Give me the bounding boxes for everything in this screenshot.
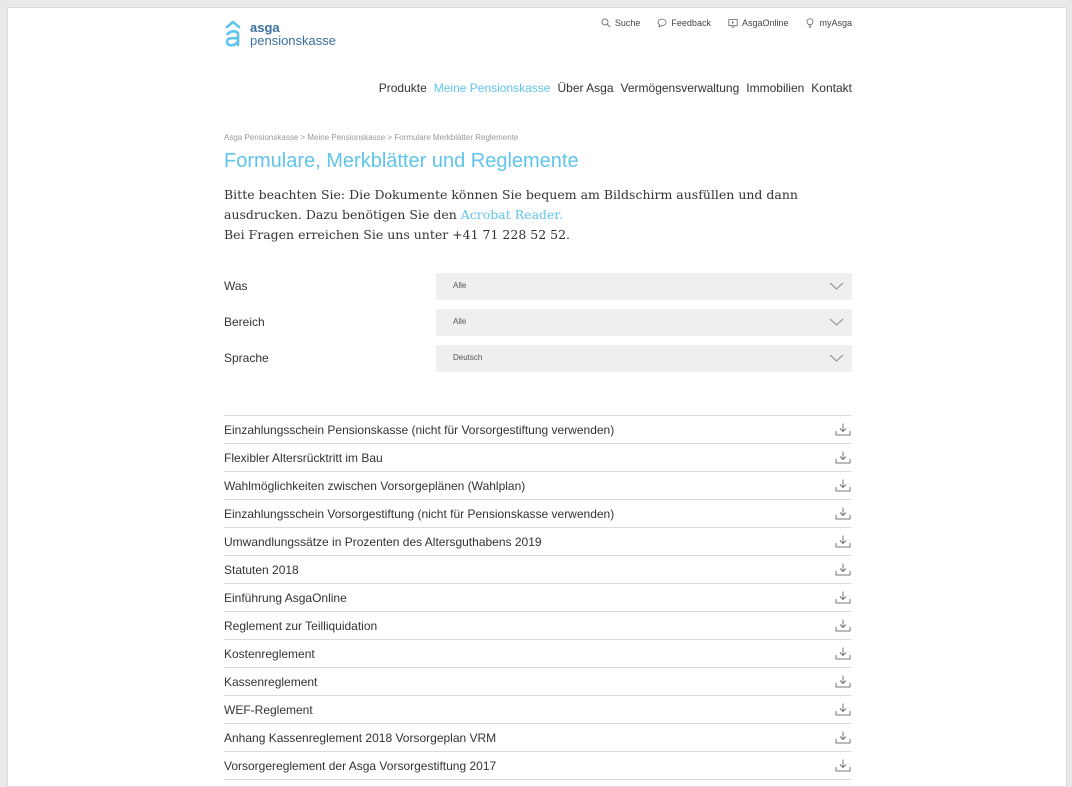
nav-produkte[interactable]: Produkte bbox=[378, 81, 427, 95]
intro-text bbox=[224, 185, 852, 245]
util-search[interactable] bbox=[601, 18, 641, 28]
document-row[interactable] bbox=[224, 752, 851, 780]
download-icon[interactable] bbox=[835, 647, 851, 660]
sprache-select[interactable] bbox=[436, 345, 852, 372]
download-icon[interactable] bbox=[835, 563, 851, 576]
download-icon[interactable] bbox=[835, 759, 851, 772]
util-search-label: Suche bbox=[614, 18, 641, 28]
chevron-down-icon bbox=[829, 317, 844, 327]
document-title: Umwandlungssätze in Prozenten des Altersguthabens 2019 bbox=[224, 535, 542, 549]
filter-sprache bbox=[224, 345, 852, 372]
document-row[interactable] bbox=[224, 472, 851, 500]
bereich-select[interactable] bbox=[436, 309, 852, 336]
download-icon[interactable] bbox=[835, 535, 851, 548]
document-row[interactable] bbox=[224, 612, 851, 640]
util-asgaonline-label: AsgaOnline bbox=[741, 18, 789, 28]
chevron-down-icon bbox=[829, 353, 844, 363]
document-row[interactable] bbox=[224, 584, 851, 612]
download-icon[interactable] bbox=[835, 423, 851, 436]
nav-vermoegensverwaltung[interactable]: Vermögensverwaltung bbox=[620, 81, 740, 95]
breadcrumb[interactable]: Asga Pensionskasse > Meine Pensionskasse > Formulare Merkblätter Reglemente bbox=[224, 133, 519, 142]
document-list bbox=[224, 415, 851, 780]
select-value: Alle bbox=[453, 281, 467, 290]
page-title: Formulare, Merkblätter und Reglemente bbox=[224, 150, 579, 172]
document-row[interactable] bbox=[224, 724, 851, 752]
util-myasga-label: myAsga bbox=[819, 18, 852, 28]
util-asgaonline[interactable] bbox=[728, 18, 789, 28]
document-title: Kassenreglement bbox=[224, 675, 318, 689]
acrobat-reader-link[interactable]: Acrobat Reader. bbox=[460, 207, 563, 222]
document-row[interactable] bbox=[224, 416, 851, 444]
document-title: Kostenreglement bbox=[224, 647, 315, 661]
asga-logo-mark-icon bbox=[224, 19, 242, 47]
document-row[interactable] bbox=[224, 696, 851, 724]
page-frame bbox=[7, 7, 1067, 787]
document-row[interactable] bbox=[224, 500, 851, 528]
document-title: Statuten 2018 bbox=[224, 563, 299, 577]
document-row[interactable] bbox=[224, 668, 851, 696]
nav-meine-pensionskasse[interactable]: Meine Pensionskasse bbox=[433, 81, 551, 95]
logo-subtitle: pensionskasse bbox=[250, 33, 336, 48]
intro-line-1: Bitte beachten Sie: Die Dokumente können Sie bequem am Bildschirm ausfüllen und dann ausdrucken. Dazu benötigen Sie den bbox=[224, 187, 798, 222]
document-title: Reglement zur Teilliquidation bbox=[224, 619, 378, 633]
asga-logo[interactable] bbox=[224, 19, 336, 47]
filter-label: Sprache bbox=[224, 351, 269, 365]
document-row[interactable] bbox=[224, 444, 851, 472]
document-title: Wahlmöglichkeiten zwischen Vorsorgeplänen (Wahlplan) bbox=[224, 479, 526, 493]
download-icon[interactable] bbox=[835, 591, 851, 604]
document-title: WEF-Reglement bbox=[224, 703, 313, 717]
nav-kontakt[interactable]: Kontakt bbox=[811, 81, 852, 95]
util-myasga[interactable] bbox=[805, 18, 852, 28]
intro-line-2: Bei Fragen erreichen Sie uns unter +41 71 228 52 52. bbox=[224, 227, 571, 242]
search-icon bbox=[601, 18, 611, 28]
download-icon[interactable] bbox=[835, 703, 851, 716]
monitor-icon bbox=[728, 18, 738, 28]
logo-name: asga bbox=[250, 20, 280, 35]
download-icon[interactable] bbox=[835, 619, 851, 632]
util-feedback-label: Feedback bbox=[671, 18, 711, 28]
was-select[interactable] bbox=[436, 273, 852, 300]
document-row[interactable] bbox=[224, 528, 851, 556]
nav-immobilien[interactable]: Immobilien bbox=[746, 81, 805, 95]
filter-label: Was bbox=[224, 279, 248, 293]
document-row[interactable] bbox=[224, 640, 851, 668]
document-title: Einzahlungsschein Vorsorgestiftung (nicht für Pensionskasse verwenden) bbox=[224, 507, 615, 521]
document-title: Einzahlungsschein Pensionskasse (nicht für Vorsorgestiftung verwenden) bbox=[224, 423, 615, 437]
lightbulb-icon bbox=[805, 18, 815, 28]
select-value: Deutsch bbox=[453, 353, 483, 362]
document-title: Anhang Kassenreglement 2018 Vorsorgeplan VRM bbox=[224, 731, 497, 745]
document-title: Vorsorgereglement der Asga Vorsorgestiftung 2017 bbox=[224, 759, 497, 773]
document-title: Flexibler Altersrücktritt im Bau bbox=[224, 451, 383, 465]
document-row[interactable] bbox=[224, 556, 851, 584]
content-column bbox=[224, 8, 852, 786]
main-nav bbox=[379, 81, 852, 95]
document-title: Einführung AsgaOnline bbox=[224, 591, 347, 605]
filter-bereich bbox=[224, 309, 852, 336]
util-feedback[interactable] bbox=[657, 18, 711, 28]
nav-ueber-asga[interactable]: Über Asga bbox=[557, 81, 614, 95]
download-icon[interactable] bbox=[835, 675, 851, 688]
filter-label: Bereich bbox=[224, 315, 265, 329]
speech-bubble-icon bbox=[657, 18, 667, 28]
utility-nav bbox=[601, 18, 852, 28]
download-icon[interactable] bbox=[835, 507, 851, 520]
select-value: Alle bbox=[453, 317, 467, 326]
download-icon[interactable] bbox=[835, 731, 851, 744]
chevron-down-icon bbox=[829, 281, 844, 291]
filter-was bbox=[224, 273, 852, 300]
download-icon[interactable] bbox=[835, 451, 851, 464]
download-icon[interactable] bbox=[835, 479, 851, 492]
